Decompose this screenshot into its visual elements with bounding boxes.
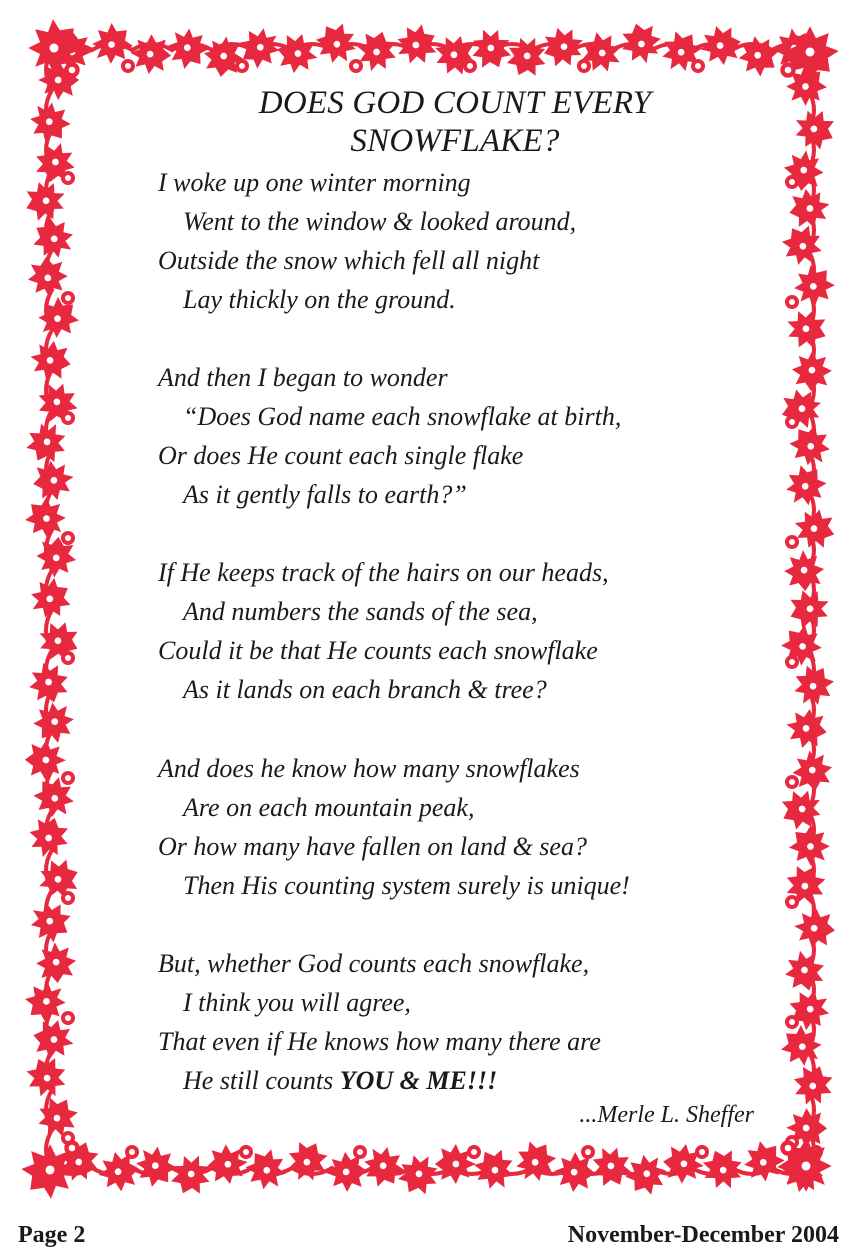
poem-line: That even if He knows how many there are [158,1027,601,1056]
poem-line: Lay thickly on the ground. [183,285,456,314]
poem-line: And does he know how many snowflakes [158,754,580,783]
poem-line: Are on each mountain peak, [183,793,475,822]
poem-line: As it lands on each branch & tree? [183,675,547,704]
poem-line: Or does He count each single flake [158,441,524,470]
page-title: DOES GOD COUNT EVERY [258,85,652,121]
poem-line: And then I began to wonder [158,363,448,392]
poem-line: Outside the snow which fell all night [158,246,540,275]
poem-line: If He keeps track of the hairs on our heads, [158,558,609,587]
stanza [158,358,758,514]
poem-line: Could it be that He counts each snowflake [158,636,598,665]
stanza [158,553,758,709]
poem-line: Went to the window & looked around, [183,207,577,236]
author-signature: ...Merle L. Sheffer [579,1102,754,1128]
stanza [158,749,758,905]
poem-line: Or how many have fallen on land & sea? [158,832,587,861]
page-title-continued: SNOWFLAKE? [350,123,560,159]
issue-date: November-December 2004 [567,1222,839,1248]
page-number: Page 2 [18,1222,86,1248]
poem-line: And numbers the sands of the sea, [183,597,538,626]
poem-line: I think you will agree, [183,988,411,1017]
poem-line: I woke up one winter morning [158,168,471,197]
poem-line: “Does God name each snowflake at birth, [183,402,622,431]
poem-emphasis: YOU & ME!!! [339,1066,498,1095]
poem-line-text: He still counts [183,1066,340,1095]
poem-line [158,1061,758,1100]
poem-line: But, whether God counts each snowflake, [158,949,590,978]
stanza [158,944,758,1100]
stanza [158,163,758,319]
poem-line: As it gently falls to earth?” [183,480,467,509]
poem-line: Then His counting system surely is unique! [183,871,630,900]
